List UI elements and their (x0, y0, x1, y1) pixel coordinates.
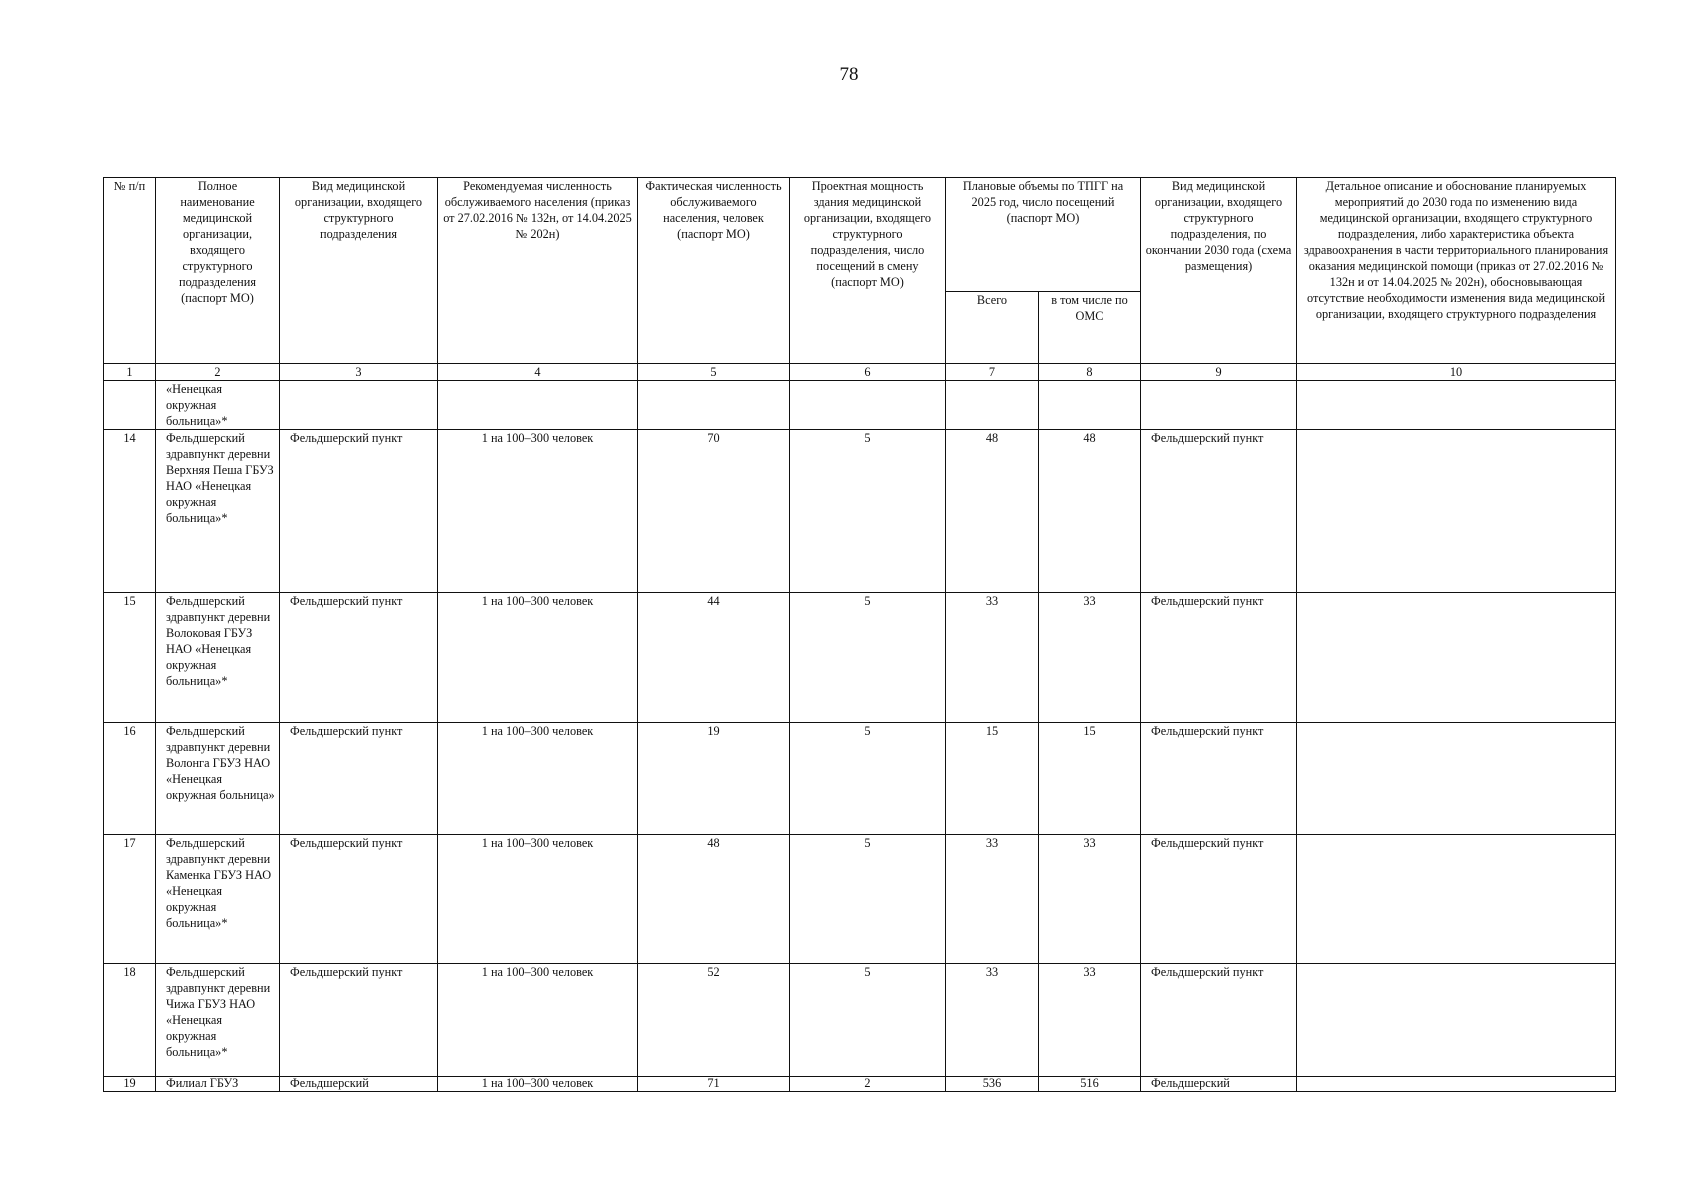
cell-type: Фельдшерский (280, 1077, 438, 1092)
cell-description (1297, 593, 1616, 723)
cell-capacity: 5 (790, 430, 946, 593)
colnum: 1 (104, 364, 156, 381)
table-header (104, 178, 1616, 381)
table-row (104, 723, 1616, 835)
cell-name: Филиал ГБУЗ (156, 1077, 280, 1092)
cell-num: 17 (104, 835, 156, 964)
cell-oms: 48 (1039, 430, 1141, 593)
cell-name: Фельдшерский здравпункт деревни Чижа ГБУЗ НАО «Ненецкая окружная больница»* (156, 964, 280, 1077)
header-actual: Фактическая численность обслуживаемого населения, человек (паспорт МО) (638, 178, 790, 364)
colnum: 8 (1039, 364, 1141, 381)
cell-description (1297, 1077, 1616, 1092)
cell-name: «Ненецкая окружная больница»* (156, 381, 280, 430)
cell-type: Фельдшерский пункт (280, 430, 438, 593)
cell-actual: 19 (638, 723, 790, 835)
cell-num: 15 (104, 593, 156, 723)
cell-recommended: 1 на 100–300 человек (438, 593, 638, 723)
cell-description (1297, 835, 1616, 964)
cell-type: Фельдшерский пункт (280, 964, 438, 1077)
colnum: 9 (1141, 364, 1297, 381)
column-numbers-row (104, 364, 1616, 381)
cell-actual: 48 (638, 835, 790, 964)
cell-name: Фельдшерский здравпункт деревни Верхняя Пеша ГБУЗ НАО «Ненецкая окружная больница»* (156, 430, 280, 593)
cell-type-2030: Фельдшерский (1141, 1077, 1297, 1092)
header-total: Всего (946, 292, 1039, 364)
cell-capacity: 5 (790, 723, 946, 835)
cell-total: 33 (946, 593, 1039, 723)
cell-type-2030: Фельдшерский пункт (1141, 723, 1297, 835)
facilities-table (103, 177, 1616, 1092)
colnum: 2 (156, 364, 280, 381)
colnum: 7 (946, 364, 1039, 381)
cell-oms: 33 (1039, 964, 1141, 1077)
cell-num: 19 (104, 1077, 156, 1092)
cell-recommended: 1 на 100–300 человек (438, 723, 638, 835)
cell-total: 15 (946, 723, 1039, 835)
header-oms: в том числе по ОМС (1039, 292, 1141, 364)
page-number: 78 (839, 64, 859, 85)
cell-recommended: 1 на 100–300 человек (438, 835, 638, 964)
colnum: 5 (638, 364, 790, 381)
cell-description (1297, 723, 1616, 835)
cell-capacity: 5 (790, 835, 946, 964)
header-recommended: Рекомендуемая численность обслуживаемого населения (приказ от 27.02.2016 № 132н, от 14.04.2025 № 202н) (438, 178, 638, 364)
cell-total: 33 (946, 964, 1039, 1077)
cell-actual: 70 (638, 430, 790, 593)
cell-type: Фельдшерский пункт (280, 593, 438, 723)
cell-num: 16 (104, 723, 156, 835)
cell-type-2030: Фельдшерский пункт (1141, 430, 1297, 593)
cell-num: 18 (104, 964, 156, 1077)
header-capacity: Проектная мощность здания медицинской организации, входящего структурного подразделения, число посещений в смену (паспорт МО) (790, 178, 946, 364)
table-row (104, 593, 1616, 723)
table-row (104, 381, 1616, 430)
cell-total: 48 (946, 430, 1039, 593)
header-type: Вид медицинской организации, входящего структурного подразделения (280, 178, 438, 364)
cell-capacity: 5 (790, 964, 946, 1077)
cell-total: 536 (946, 1077, 1039, 1092)
header-planned-volumes: Плановые объемы по ТПГГ на 2025 год, число посещений (паспорт МО) (946, 178, 1141, 292)
cell-name: Фельдшерский здравпункт деревни Волонга ГБУЗ НАО «Ненецкая окружная больница» (156, 723, 280, 835)
cell-recommended: 1 на 100–300 человек (438, 430, 638, 593)
cell-oms: 15 (1039, 723, 1141, 835)
cell-actual: 52 (638, 964, 790, 1077)
colnum: 4 (438, 364, 638, 381)
table-row (104, 1077, 1616, 1092)
header-num: № п/п (104, 178, 156, 364)
cell-num: 14 (104, 430, 156, 593)
cell-description (1297, 964, 1616, 1077)
header-name: Полное наименование медицинской организации, входящего структурного подразделения (паспорт МО) (156, 178, 280, 364)
cell-capacity: 2 (790, 1077, 946, 1092)
table-row (104, 964, 1616, 1077)
table-row (104, 430, 1616, 593)
cell-actual: 71 (638, 1077, 790, 1092)
cell-oms: 33 (1039, 835, 1141, 964)
header-description: Детальное описание и обоснование планируемых мероприятий до 2030 года по изменению вида медицинской организации, входящего структурного подразделения, либо характеристика объекта здравоохранения в части территориального планирования оказания медицинской помощи (приказ от 27.02.2016 № 132н и от 14.04.2025 № 202н), обосновывающая отсутствие необходимости изменения вида медицинской организации, входящего структурного подразделения (1297, 178, 1616, 364)
cell-capacity: 5 (790, 593, 946, 723)
cell-type: Фельдшерский пункт (280, 723, 438, 835)
cell-name: Фельдшерский здравпункт деревни Волоковая ГБУЗ НАО «Ненецкая окружная больница»* (156, 593, 280, 723)
header-type-2030: Вид медицинской организации, входящего структурного подразделения, по окончании 2030 года (схема размещения) (1141, 178, 1297, 364)
cell-name: Фельдшерский здравпункт деревни Каменка ГБУЗ НАО «Ненецкая окружная больница»* (156, 835, 280, 964)
cell-description (1297, 430, 1616, 593)
cell-actual: 44 (638, 593, 790, 723)
table-row (104, 835, 1616, 964)
cell-type: Фельдшерский пункт (280, 835, 438, 964)
cell-oms: 516 (1039, 1077, 1141, 1092)
colnum: 3 (280, 364, 438, 381)
cell-type-2030: Фельдшерский пункт (1141, 964, 1297, 1077)
cell-total: 33 (946, 835, 1039, 964)
cell-type-2030: Фельдшерский пункт (1141, 593, 1297, 723)
cell-oms: 33 (1039, 593, 1141, 723)
colnum: 6 (790, 364, 946, 381)
colnum: 10 (1297, 364, 1616, 381)
cell-type-2030: Фельдшерский пункт (1141, 835, 1297, 964)
cell-recommended: 1 на 100–300 человек (438, 964, 638, 1077)
cell-recommended: 1 на 100–300 человек (438, 1077, 638, 1092)
